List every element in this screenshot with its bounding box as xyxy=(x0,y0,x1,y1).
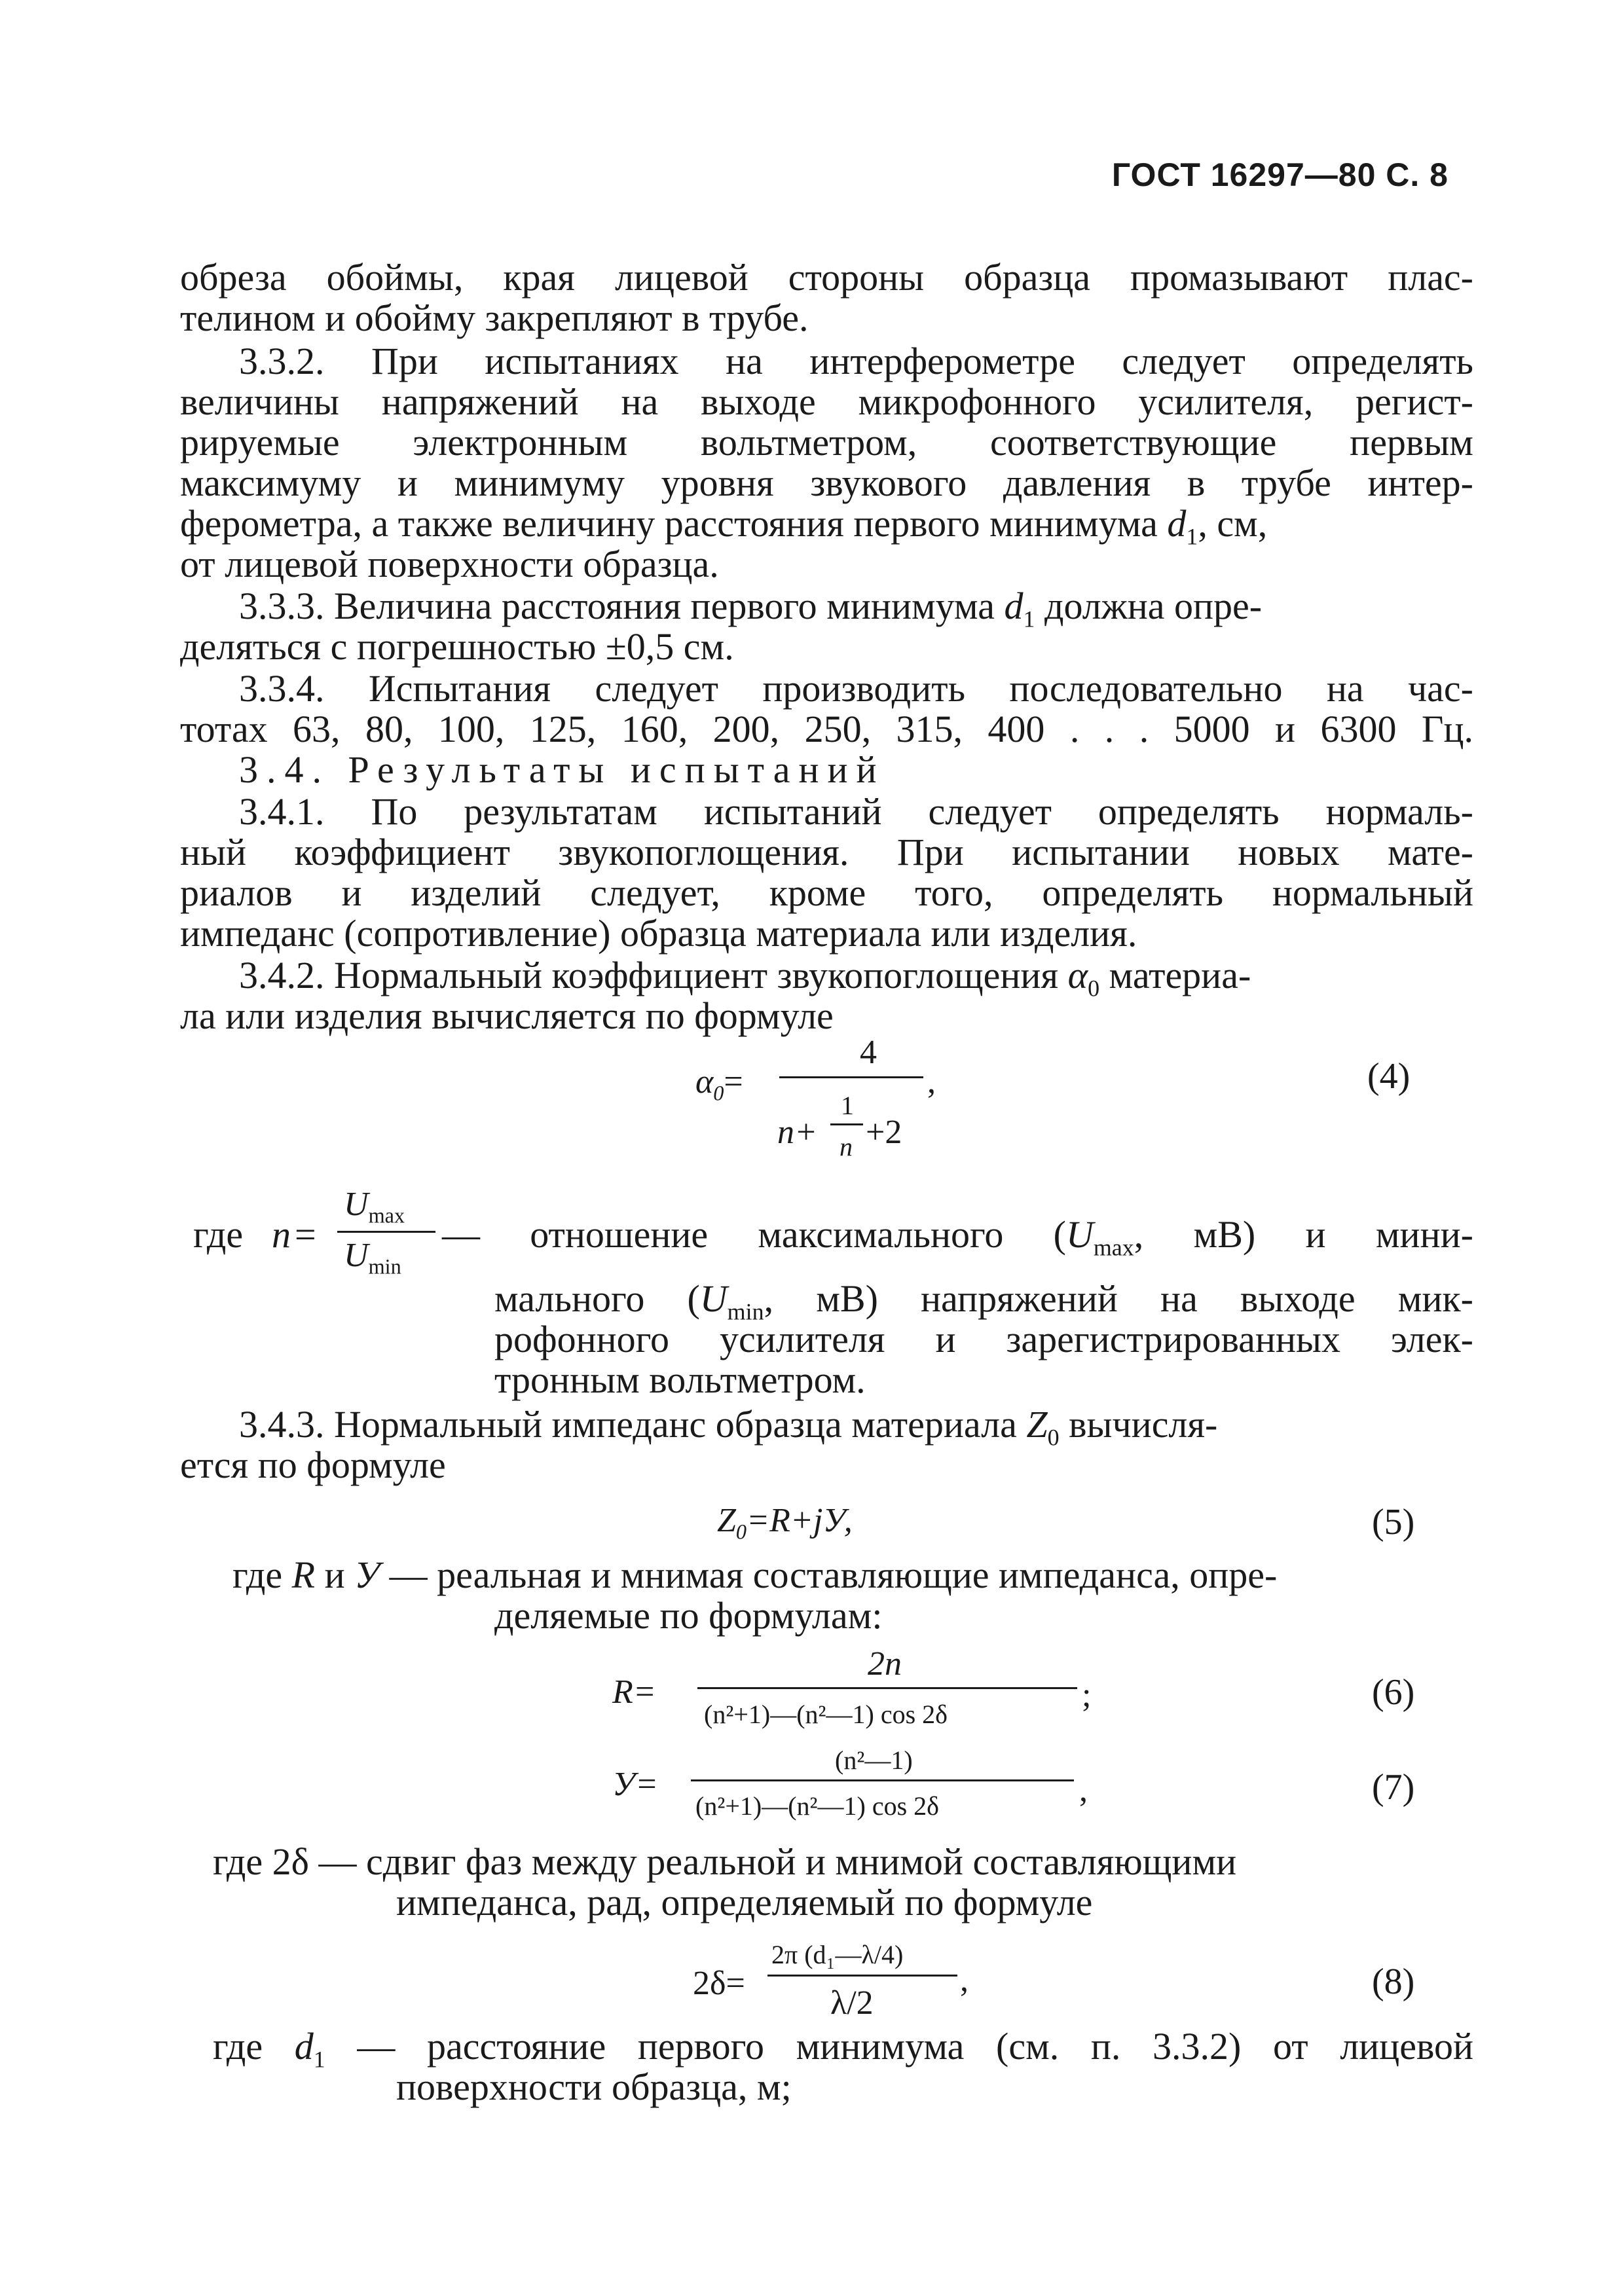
math-subscript: 1 xyxy=(1023,606,1035,632)
math-symbol: U xyxy=(699,1277,728,1320)
math-subscript: min xyxy=(727,1298,764,1325)
fraction-bar xyxy=(779,1076,923,1078)
text-run: 3.3.3. Величина расстояния первого минимума xyxy=(239,585,1005,627)
text-run: — расстояние первого минимума (см. п. 3.3.2) от лицевой xyxy=(325,2025,1473,2068)
formula-numerator: 2n xyxy=(868,1645,902,1683)
equation-number: (4) xyxy=(1367,1056,1411,1097)
text-line: 3.4.1. По результатам испытаний следует определять нормаль- xyxy=(239,790,1473,833)
equation-number: (5) xyxy=(1372,1502,1415,1542)
text-run: должна опре- xyxy=(1035,585,1263,627)
text-run: где xyxy=(213,2025,295,2068)
text-line: деляемые по формулам: xyxy=(494,1594,883,1637)
formula-body: $Z_0=R+jУ$, xyxy=(717,1502,853,1544)
nested-denominator: n xyxy=(840,1132,853,1161)
math-symbol: d xyxy=(1004,585,1024,627)
text-run: — реальная и мнимая составляющие импеданса, опре- xyxy=(380,1554,1278,1596)
text-run: вычисля- xyxy=(1059,1403,1218,1446)
math-symbol: n xyxy=(272,1213,291,1256)
text-run: , см, xyxy=(1198,502,1268,545)
text-run: = xyxy=(295,1213,316,1256)
text-run: , мВ) напряжений на выходе мик- xyxy=(764,1277,1473,1320)
formula-lhs: 2δ= xyxy=(693,1965,745,2002)
text-line: тотах 63, 80, 100, 125, 160, 200, 250, 315, 400 . . . 5000 и 6300 Гц. xyxy=(180,708,1473,750)
text-line: ный коэффициент звукопоглощения. При испытании новых мате- xyxy=(180,831,1473,873)
text-line: рофонного усилителя и зарегистрированных элек- xyxy=(494,1318,1473,1360)
text-line: 3.3.2. При испытаниях на интерферометре следует определять xyxy=(239,340,1473,382)
formula-denominator: (n²+1)—(n²—1) cos 2δ xyxy=(695,1791,939,1821)
text-line: рируемые электронным вольтметром, соответствующие первым xyxy=(180,421,1473,464)
math-symbol: Z xyxy=(1026,1403,1048,1446)
nested-fraction-bar xyxy=(830,1123,863,1125)
math-symbol: d xyxy=(1167,502,1187,545)
text-line: ла или изделия вычисляется по формуле xyxy=(180,994,834,1037)
text-line: от лицевой поверхности образца. xyxy=(180,543,719,585)
formula-lhs: $\alpha_0=$ xyxy=(695,1063,743,1105)
text-run: где xyxy=(193,1213,244,1256)
text-run: мального ( xyxy=(494,1277,700,1320)
math-symbol: R xyxy=(291,1554,316,1596)
fraction-denominator: $U_{min}$ xyxy=(344,1237,401,1279)
math-symbol: У xyxy=(354,1554,380,1596)
text-run: и xyxy=(315,1554,355,1596)
formula-numerator: (n²—1) xyxy=(835,1745,913,1775)
equation-number: (7) xyxy=(1372,1767,1415,1808)
text-line: тронным вольтметром. xyxy=(494,1358,866,1401)
fraction-numerator: $U_{max}$ xyxy=(344,1186,405,1228)
text-line: импеданса, рад, определяемый по формуле xyxy=(396,1881,1093,1923)
text-run: , мВ) и мини- xyxy=(1134,1213,1473,1256)
formula-lhs: R= xyxy=(612,1673,656,1711)
text-line: величины напряжений на выходе микрофонного усилителя, регист- xyxy=(180,380,1473,423)
text-line: деляться с погрешностью ±0,5 см. xyxy=(180,625,734,668)
page-header: ГОСТ 16297—80 С. 8 xyxy=(1111,156,1449,193)
equation-number: (6) xyxy=(1372,1672,1415,1713)
text-line: телином и обойму закрепляют в трубе. xyxy=(180,297,809,339)
text-line: где 2δ — сдвиг фаз между реальной и мнимой составляющими xyxy=(213,1840,1237,1883)
math-subscript: 1 xyxy=(1186,523,1198,550)
formula-numerator: 2π (d₁—λ/4) xyxy=(771,1940,904,1969)
text-run: — отношение максимального ( xyxy=(442,1213,1066,1256)
text-line: обреза обоймы, края лицевой стороны образца промазывают плас- xyxy=(180,256,1473,299)
nested-numerator: 1 xyxy=(841,1091,854,1120)
text-line: 3.3.4. Испытания следует производить последовательно на час- xyxy=(239,667,1473,710)
math-symbol: α xyxy=(1067,954,1088,996)
text-line: импеданс (сопротивление) образца материала или изделия. xyxy=(180,912,1137,955)
formula-lhs: У= xyxy=(612,1766,659,1803)
formula-denominator-left: n+ xyxy=(777,1114,818,1151)
math-subscript: 0 xyxy=(1047,1424,1060,1451)
formula-tail: , xyxy=(1079,1772,1088,1809)
text-line: поверхности образца, м; xyxy=(396,2066,792,2108)
text-run: 3.4.3. Нормальный импеданс образца материала xyxy=(239,1403,1027,1446)
fraction-bar xyxy=(697,1687,1077,1689)
math-subscript: 1 xyxy=(313,2046,325,2073)
text-line: ется по формуле xyxy=(180,1444,446,1486)
formula-denominator-right: +2 xyxy=(866,1114,902,1151)
formula-tail: ; xyxy=(1082,1677,1092,1714)
math-subscript: max xyxy=(1093,1234,1134,1261)
formula-tail: , xyxy=(927,1063,936,1101)
text-line xyxy=(442,1211,1473,1271)
fraction-bar xyxy=(691,1779,1074,1781)
text-run: 3.4.2. Нормальный коэффициент звукопоглощения xyxy=(239,954,1068,996)
section-heading: 3.4. Результаты испытаний xyxy=(239,748,885,791)
equation-number: (8) xyxy=(1372,1961,1415,2002)
fraction-bar xyxy=(337,1231,435,1233)
text-run: ферометра, а также величину расстояния первого минимума xyxy=(180,502,1168,545)
formula-denominator: λ/2 xyxy=(830,1984,874,2022)
formula-tail: , xyxy=(960,1961,969,1999)
text-run: материа- xyxy=(1099,954,1251,996)
formula-numerator: 4 xyxy=(860,1034,877,1071)
math-symbol: U xyxy=(1065,1213,1094,1256)
math-symbol: d xyxy=(294,2025,314,2068)
text-line: риалов и изделий следует, кроме того, определять нормальный xyxy=(180,871,1473,914)
text-line: максимуму и минимуму уровня звукового давления в трубе интер- xyxy=(180,462,1473,504)
text-run: где xyxy=(232,1554,292,1596)
math-subscript: 0 xyxy=(1088,975,1100,1002)
fraction-bar xyxy=(767,1975,957,1977)
formula-denominator: (n²+1)—(n²—1) cos 2δ xyxy=(704,1700,948,1729)
